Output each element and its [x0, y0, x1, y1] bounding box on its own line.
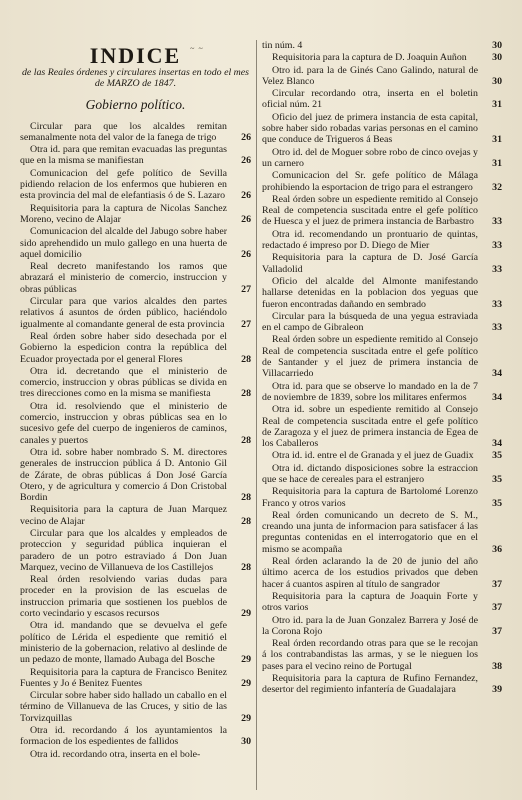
entry-text: Real decreto manifestando los ramos que abrazará el ministerio de comercio, instruccion y obras públicas — [20, 261, 227, 295]
entry-page-number: 34 — [492, 368, 502, 380]
entry-text: Circular recordando otra, inserta en el boletin oficial núm. 21 — [262, 88, 478, 111]
entry-text: Requisitoria para la captura de Rufino Fernandez, desertor del regimiento infantería de Guadalajara — [262, 673, 478, 696]
index-entry — [20, 504, 251, 527]
index-entry — [20, 168, 251, 202]
entry-page-number: 30 — [241, 736, 251, 748]
entry-page-number: 35 — [492, 473, 502, 485]
entry-page-number: 26 — [241, 213, 251, 225]
index-entry — [262, 252, 502, 275]
entry-text: Real órden aclarando la de 20 de junio del año último acerca de los estudios privados que deben hacer á cuantos aspiren al título de sangrador — [262, 556, 478, 590]
index-entry — [262, 52, 502, 63]
entry-text: Requisitoria para la captura de Francisco Benitez Fuentes y Jo é Benitez Fuentes — [20, 666, 227, 689]
entry-text: Otro id. para la de Ginés Cano Galindo, natural de Velez Blanco — [262, 64, 478, 87]
entry-page-number: 28 — [241, 353, 251, 365]
index-entry — [20, 331, 251, 365]
entry-text: Otra id. recordando otra, inserta en el bole- — [30, 748, 201, 760]
index-entry — [20, 620, 251, 665]
entry-text: Real órden resolviendo varias dudas para proceder en la provision de las escuelas de instruccion primaria que sostienen los pueblos de corto vecindario y escasos recursos — [20, 574, 227, 620]
index-entry — [262, 311, 502, 334]
left-column — [20, 40, 251, 761]
entry-text: Otra id. decretando que el ministerio de comercio, instruccion y obras públicas se divida en tres direcciones como en la misma se manifiesta — [20, 365, 227, 400]
entry-page-number: 33 — [492, 298, 502, 310]
entry-page-number: 30 — [492, 75, 502, 87]
entry-page-number: 33 — [492, 322, 502, 334]
index-entry — [262, 88, 502, 111]
entry-page-number: 28 — [241, 561, 251, 573]
entry-text: Circular para que los alcaldes remitan semanalmente nota del valor de la fanega de trigo — [20, 120, 227, 143]
entry-text: Requisitoria para la captura de Juan Marquez vecino de Alajar — [20, 504, 227, 527]
right-entry-list — [262, 40, 502, 696]
entry-page-number: 36 — [492, 543, 502, 555]
index-entry — [262, 147, 502, 170]
entry-page-number: 34 — [492, 391, 502, 403]
index-entry — [262, 463, 502, 486]
index-entry — [20, 725, 251, 748]
entry-text: Otra id. id. entre el de Granada y el juez de Guadix — [272, 450, 474, 462]
entry-text: Otra id. recomendando un prontuario de quintas, redactado é impreso por D. Diego de Mier — [262, 228, 478, 252]
entry-page-number: 27 — [241, 318, 251, 330]
entry-text: Otra id. sobre un espediente remitido al Consejo Real de competencia suscitada entre el gefe político de Zaragoza y el juez de primera instancia de Egea de los Caballeros — [262, 404, 478, 450]
entry-text: Real órden sobre haber sido desechada por el Gobierno la espedicion contra la república del Ecuador proyectada por el general Flores — [20, 330, 227, 365]
entry-text: Real órden recordando otras para que se le recojan á los contrabandistas las armas, y se le nieguen los pases para el vecino reino de Portugal — [262, 638, 478, 672]
left-entry-list — [20, 121, 251, 760]
entry-text: Requisitoria para la captura de Joaquin Forte y otros varios — [262, 590, 478, 614]
entry-text: Real órden sobre un espediente remitido al Consejo Real de competencia suscitada entre el gefe político de Huesca y el juez de primera instancia de Barbastro — [262, 193, 478, 228]
entry-text: Otra id. sobre haber nombrado S. M. directores generales de instruccion pública á D. Antonio Gil de Zárate, de obras públicas á Don José García Otero, y de agricultura y comercio á Don Cristobal Bordin — [20, 446, 227, 504]
entry-text: Otra id. resolviendo que el ministerio de comercio, instruccion y obras públicas sea en lo sucesivo gefe del cuerpo de ingenieros de caminos, canales y puertos — [20, 400, 227, 446]
entry-page-number: 37 — [492, 602, 502, 614]
entry-page-number: 26 — [241, 131, 251, 143]
entry-page-number: 30 — [492, 52, 502, 64]
entry-text: Comunicacion del gefe político de Sevilla pidiendo relacion de los enfermos que hubieren en esta provincia del mal de elefantiasis ó de S. Lazaro — [20, 167, 227, 202]
entry-text: Otro id. del de Moguer sobre robo de cinco ovejas y un carnero — [262, 146, 478, 169]
index-entry — [20, 144, 251, 167]
entry-text: Otra id. recordando á los ayuntamientos la formacion de los espedientes de fallidos — [20, 725, 227, 748]
index-entry — [20, 528, 251, 573]
entry-text: Requisitoria para la captura de D. Joaquin Auñon — [272, 52, 467, 64]
entry-page-number: 31 — [492, 134, 502, 146]
entry-page-number: 27 — [241, 283, 251, 295]
index-entry — [20, 749, 251, 760]
entry-page-number: 30 — [492, 40, 502, 51]
entry-page-number: 37 — [492, 625, 502, 637]
entry-page-number: 37 — [492, 578, 502, 590]
entry-page-number: 26 — [241, 190, 251, 202]
index-entry — [20, 226, 251, 260]
index-entry — [262, 40, 502, 51]
entry-page-number: 29 — [241, 677, 251, 689]
index-entry — [262, 65, 502, 88]
index-entry — [262, 170, 502, 193]
entry-page-number: 38 — [492, 660, 502, 672]
index-entry — [20, 401, 251, 446]
entry-page-number: 26 — [241, 155, 251, 167]
entry-text: Circular sobre haber sido hallado un caballo en el término de Villanueva de las Cruces, y sitio de las Torvizquillas — [20, 690, 227, 724]
index-entry — [262, 591, 502, 614]
index-entry — [262, 276, 502, 310]
entry-page-number: 28 — [241, 388, 251, 400]
entry-text: Real órden comunicando un decreto de S. M., creando una junta de informacion para satisfacer á las preguntas contenidas en el interrogatorio que en el mismo se acompaña — [262, 509, 478, 555]
corner-mark: ~ ~ — [190, 44, 204, 53]
index-entry — [262, 112, 502, 146]
index-entry — [262, 334, 502, 379]
entry-page-number: 26 — [241, 248, 251, 260]
index-entry — [20, 574, 251, 619]
index-entry — [20, 667, 251, 690]
entry-text: Circular para la búsqueda de una yegua estraviada en el campo de Gibraleon — [262, 310, 478, 334]
index-entry — [262, 229, 502, 252]
entry-text: Otro id. para la de Juan Gonzalez Barrera y José de la Corona Rojo — [262, 614, 478, 637]
index-entry — [20, 447, 251, 503]
entry-text: tin núm. 4 — [262, 40, 303, 51]
page-title: INDICE — [89, 43, 182, 68]
entry-page-number: 35 — [492, 450, 502, 462]
entry-text: Real órden sobre un espediente remitido al Consejo Real de competencia suscitada entre el gefe político de Santander y el juez de primera instancia de Villacarriedo — [262, 334, 478, 380]
entry-page-number: 33 — [492, 263, 502, 275]
entry-page-number: 28 — [241, 492, 251, 504]
index-entry — [262, 673, 502, 696]
index-entry — [20, 203, 251, 226]
entry-page-number: 29 — [241, 654, 251, 666]
entry-text: Oficio del alcalde del Almonte manifestando hallarse detenidas en la poblacion dos yeguas que fueron encontradas dañando en sembrado — [262, 275, 478, 310]
index-entry — [20, 121, 251, 144]
entry-page-number: 28 — [241, 515, 251, 527]
entry-text: Circular para que los alcaldes y empleados de proteccion y seguridad pública inquieran el paradero de un potro estraviado á Don Juan Marquez, vecino de Villanueva de los Castillejos — [20, 527, 227, 573]
index-entry — [262, 194, 502, 228]
index-entry — [20, 296, 251, 330]
entry-page-number: 34 — [492, 438, 502, 450]
entry-text: Comunicacion del Sr. gefe político de Málaga prohibiendo la esportacion de trigo para el estrangero — [262, 170, 478, 193]
index-entry — [20, 366, 251, 400]
index-entry — [262, 381, 502, 404]
entry-page-number: 29 — [241, 712, 251, 724]
index-entry — [262, 404, 502, 449]
entry-text: Requisitoria para la captura de Bartolomé Lorenzo Franco y otros varios — [262, 486, 478, 509]
entry-page-number: 33 — [492, 216, 502, 228]
page-subtitle: de las Reales órdenes y circulares insertas en todo el mes de MARZO de 1847. — [21, 67, 250, 90]
entry-text: Circular para que varios alcaldes den partes relativos á asuntos de órden público, haciéndolo igualmente al comandante general de esta provincia — [20, 296, 227, 330]
entry-text: Requisitoria para la captura de Nicolas Sanchez Moreno, vecino de Alajar — [20, 202, 227, 225]
index-entry — [262, 615, 502, 638]
index-entry — [262, 556, 502, 590]
index-entry — [262, 638, 502, 672]
index-entry — [262, 510, 502, 555]
index-entry — [262, 450, 502, 461]
right-column — [262, 40, 502, 697]
entry-text: Otra id. mandando que se devuelva el gefe político de Lérida el espediente que remitió el ministerio de la gobernacion, relativo al deslinde de un pedazo de monte, llamado Aubaga del Bosche — [20, 620, 227, 666]
entry-text: Otra id. para que se observe lo mandado en la de 7 de noviembre de 1839, sobre los militares enfermos — [262, 380, 478, 403]
entry-page-number: 31 — [492, 99, 502, 111]
entry-page-number: 33 — [492, 240, 502, 252]
entry-text: Oficio del juez de primera instancia de esta capital, sobre haber sido robadas varias personas en el camino que conduce de Trigueros á Beas — [262, 111, 478, 146]
index-entry — [20, 261, 251, 295]
column-divider — [256, 40, 257, 790]
entry-page-number: 32 — [492, 181, 502, 193]
entry-page-number: 35 — [492, 497, 502, 509]
index-entry — [20, 690, 251, 724]
entry-page-number: 28 — [241, 434, 251, 446]
entry-text: Otra id. dictando disposiciones sobre la estraccion que se hace de cereales para el estranjero — [262, 462, 478, 485]
entry-page-number: 31 — [492, 157, 502, 169]
entry-page-number: 29 — [241, 608, 251, 620]
entry-text: Otra id. para que remitan evacuadas las preguntas que en la misma se manifiestan — [20, 144, 227, 167]
entry-text: Requisitoria para la captura de D. José García Valladolid — [262, 252, 478, 275]
entry-text: Comunicacion del alcalde del Jabugo sobre haber sido aprehendido un mulo gallego en una huerta de aquel domicilio — [20, 226, 227, 260]
section-heading: Gobierno político. — [85, 97, 186, 113]
index-entry — [262, 486, 502, 509]
entry-page-number: 39 — [492, 684, 502, 696]
